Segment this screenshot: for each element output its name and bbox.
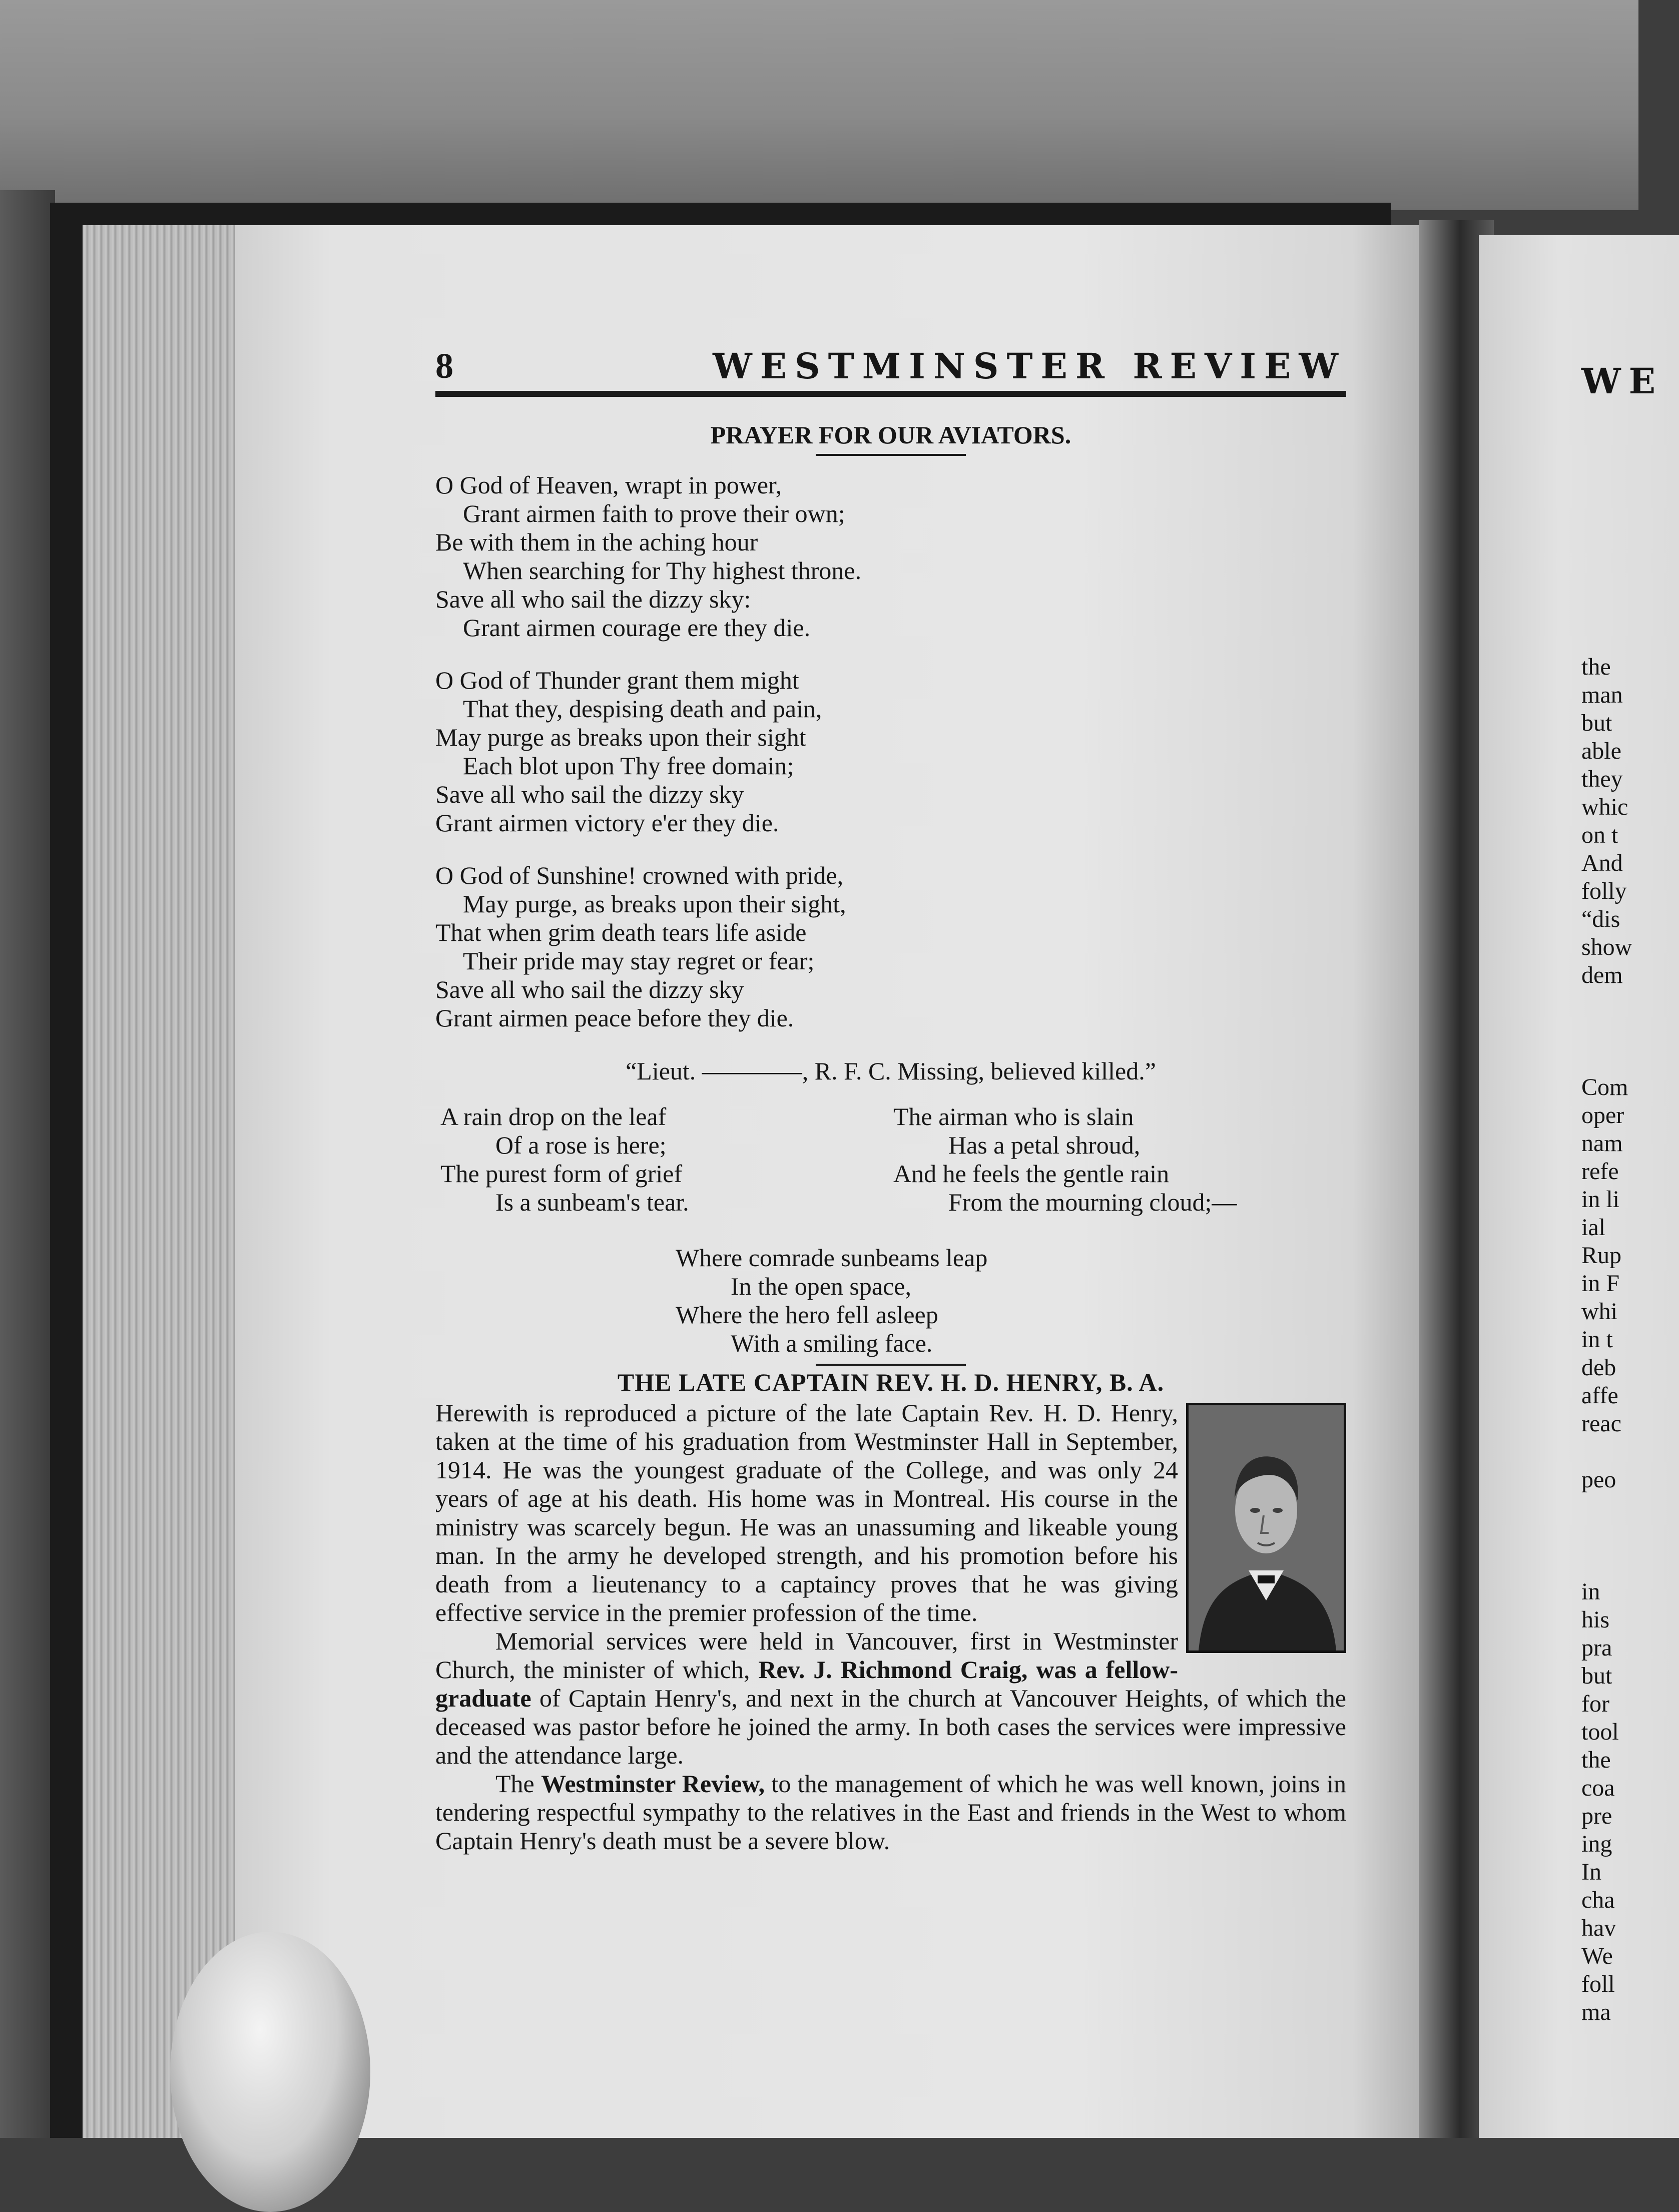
poem-line: In the open space, — [731, 1272, 911, 1300]
adjacent-line-fragment: cha — [1581, 1887, 1615, 1913]
poem-line: A rain drop on the leaf — [440, 1102, 667, 1131]
poem-line: When searching for Thy highest throne. — [463, 557, 862, 585]
adjacent-line-fragment: they — [1581, 766, 1623, 792]
adjacent-line-fragment: but — [1581, 710, 1612, 736]
page-header — [435, 345, 1346, 397]
adjacent-line-fragment: in F — [1581, 1270, 1620, 1297]
poem-right-column — [893, 1102, 1346, 1217]
adjacent-line-fragment: ial — [1581, 1214, 1605, 1241]
poem-line: That they, despising death and pain, — [463, 695, 822, 723]
poem-line: The purest form of grief — [440, 1160, 683, 1188]
adjacent-line-fragment: foll — [1581, 1971, 1615, 1997]
adjacent-line-fragment: oper — [1581, 1102, 1624, 1129]
poem-line: Grant airmen peace before they die. — [435, 1004, 794, 1032]
poem-line: Where comrade sunbeams leap — [676, 1244, 988, 1272]
adjacent-line-fragment: pre — [1581, 1803, 1612, 1829]
article-body — [435, 1399, 1346, 1855]
poem-line: Has a petal shroud, — [948, 1131, 1141, 1159]
adjacent-line-fragment: able — [1581, 738, 1621, 764]
adjacent-page-text — [1581, 653, 1632, 2026]
article-paragraph-2-bold: Rev. J. Richmond Craig, was a fellow-graduate — [435, 1655, 1178, 1712]
poem-line: That when grim death tears life aside — [435, 918, 807, 946]
poem-line: Their pride may stay regret or fear; — [463, 947, 815, 975]
adjacent-line-fragment: folly — [1581, 878, 1627, 904]
poem-line: Of a rose is here; — [495, 1131, 667, 1159]
poem-line: The airman who is slain — [893, 1102, 1134, 1131]
adjacent-line-fragment: but — [1581, 1663, 1612, 1689]
adjacent-line-fragment: In — [1581, 1859, 1601, 1885]
adjacent-line-fragment: in — [1581, 1578, 1600, 1605]
article-paragraph-2-start: Memorial services were held in Vancouver, first in Westminster Church, the minister of which, — [435, 1627, 1178, 1684]
poem-caption: “Lieut. ————, R. F. C. Missing, believed killed.” — [626, 1057, 1156, 1085]
article-paragraph-1: Herewith is reproduced a picture of the late Captain Rev. H. D. Henry, taken at the time of his graduation from Westminster Hall in September, 1914. He was the youngest graduate of the College, and was only 24 years of age at his death. His home was in Montreal. His course in the ministry was scarcely begun. He was an unassuming and likeable young man. In the army he developed strength, and his promotion before his death from a lieutenancy to a captaincy proves that he was giving effective service in the premier profession of the time. — [435, 1399, 1178, 1626]
poem-line: Be with them in the aching hour — [435, 528, 758, 556]
adjacent-line-fragment: nam — [1581, 1130, 1623, 1157]
adjacent-line-fragment — [1581, 1494, 1632, 1522]
adjacent-line-fragment: show — [1581, 934, 1632, 960]
title-rule — [816, 454, 966, 456]
adjacent-line-fragment — [1581, 1438, 1632, 1466]
poem-line: Save all who sail the dizzy sky — [435, 780, 744, 808]
poem-line: O God of Sunshine! crowned with pride, — [435, 861, 844, 889]
poem-line: Where the hero fell asleep — [676, 1301, 938, 1329]
poem-line: O God of Thunder grant them might — [435, 666, 799, 694]
poem-line: Save all who sail the dizzy sky: — [435, 585, 751, 613]
adjacent-line-fragment: peo — [1581, 1466, 1616, 1493]
article-paragraph-3 — [435, 1770, 1346, 1855]
adjacent-line-fragment — [1581, 1522, 1632, 1550]
adjacent-line-fragment: pra — [1581, 1634, 1612, 1661]
adjacent-line-fragment: Rup — [1581, 1242, 1622, 1269]
article-paragraph-3-start: The — [495, 1770, 541, 1798]
article-paragraph-3-end: to the management of which he was well known, joins in tendering respectful sympathy to the relatives in the East and friends in the West to whom Captain Henry's death must be a severe blow. — [435, 1770, 1347, 1855]
poem-prayer-for-aviators — [435, 471, 1346, 1032]
poem-line: With a smiling face. — [731, 1329, 933, 1357]
poem-line: Save all who sail the dizzy sky — [435, 975, 744, 1003]
adjacent-line-fragment: the — [1581, 1747, 1611, 1773]
poem-stanza — [435, 666, 1346, 837]
adjacent-line-fragment: in li — [1581, 1186, 1620, 1213]
adjacent-page — [1479, 235, 1679, 2138]
adjacent-line-fragment: ma — [1581, 1999, 1611, 2025]
thumb-in-frame — [170, 1932, 370, 2212]
poem-title: PRAYER FOR OUR AVIATORS. — [710, 421, 1071, 449]
poem-line: Grant airmen faith to prove their own; — [463, 499, 845, 527]
adjacent-line-fragment: affe — [1581, 1382, 1618, 1409]
adjacent-line-fragment: “dis — [1581, 906, 1620, 932]
background-wall — [0, 0, 1638, 210]
adjacent-line-fragment: the — [1581, 654, 1611, 680]
portrait-photo — [1186, 1403, 1346, 1653]
coda-rule — [816, 1364, 966, 1366]
poem-line: Grant airmen victory e'er they die. — [435, 809, 779, 837]
adjacent-line-fragment: coa — [1581, 1775, 1615, 1801]
page-edges — [83, 225, 238, 2138]
adjacent-line-fragment: his — [1581, 1606, 1610, 1633]
poem-two-columns — [435, 1102, 1346, 1217]
page-content — [435, 345, 1346, 1855]
page-number: 8 — [435, 346, 453, 386]
running-title: WESTMINSTER REVIEW — [713, 345, 1346, 387]
adjacent-line-fragment: whi — [1581, 1298, 1617, 1325]
poem-stanza — [435, 471, 1346, 642]
poem-line: O God of Heaven, wrapt in power, — [435, 471, 782, 499]
poem-stanza — [435, 861, 1346, 1032]
adjacent-line-fragment: man — [1581, 682, 1623, 708]
adjacent-line-fragment — [1581, 1045, 1632, 1073]
adjacent-line-fragment — [1581, 1550, 1632, 1578]
poem-line: From the mourning cloud;— — [948, 1188, 1237, 1216]
article-paragraph-3-bold: Westminster Review, — [541, 1770, 765, 1798]
adjacent-line-fragment: refe — [1581, 1158, 1619, 1185]
adjacent-line-fragment — [1581, 1017, 1632, 1045]
adjacent-line-fragment: on t — [1581, 822, 1618, 848]
adjacent-line-fragment: for — [1581, 1691, 1609, 1717]
poem-line: And he feels the gentle rain — [893, 1160, 1170, 1188]
adjacent-line-fragment: deb — [1581, 1354, 1616, 1381]
adjacent-line-fragment: We — [1581, 1943, 1613, 1969]
adjacent-line-fragment: whic — [1581, 794, 1628, 820]
poem-line: Grant airmen courage ere they die. — [463, 614, 811, 642]
adjacent-line-fragment: hav — [1581, 1915, 1616, 1941]
poem-coda — [676, 1244, 1346, 1358]
article-title: THE LATE CAPTAIN REV. H. D. HENRY, B. A. — [617, 1368, 1165, 1396]
poem-line: May purge, as breaks upon their sight, — [463, 890, 846, 918]
adjacent-line-fragment: And — [1581, 850, 1623, 876]
adjacent-line-fragment: dem — [1581, 962, 1623, 988]
adjacent-page-header: WE — [1581, 360, 1663, 402]
poem-line: Is a sunbeam's tear. — [495, 1188, 689, 1216]
poem-left-column — [435, 1102, 893, 1217]
article-paragraph-2-end: of Captain Henry's, and next in the church at Vancouver Heights, of which the deceased was pastor before he joined the army. In both cases the services were impressive and the attendance large. — [435, 1684, 1346, 1769]
adjacent-line-fragment: ing — [1581, 1831, 1612, 1857]
adjacent-line-fragment: reac — [1581, 1410, 1621, 1437]
portrait-figure — [1189, 1405, 1344, 1650]
poem-line: Each blot upon Thy free domain; — [463, 752, 794, 780]
adjacent-line-fragment: Com — [1581, 1074, 1628, 1100]
adjacent-line-fragment: in t — [1581, 1326, 1613, 1353]
background-left — [0, 190, 55, 2138]
adjacent-line-fragment: tool — [1581, 1719, 1619, 1745]
poem-line: May purge as breaks upon their sight — [435, 723, 806, 751]
adjacent-line-fragment — [1581, 989, 1632, 1017]
